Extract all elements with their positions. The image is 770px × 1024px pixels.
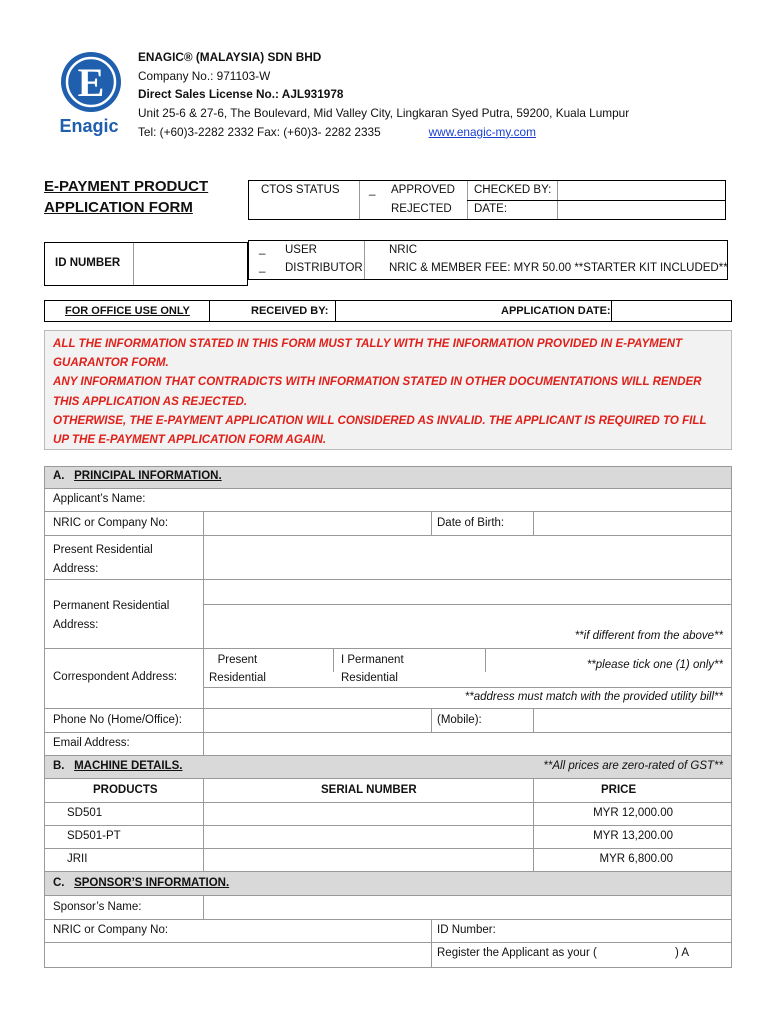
contact-line: [138, 123, 629, 142]
serial-number-field[interactable]: [204, 849, 532, 871]
id-number-box: [44, 242, 248, 286]
section-b-header: [45, 756, 731, 779]
nric-dob-row: [45, 512, 731, 536]
permanent-address-label: Permanent Residential Address:: [53, 600, 170, 631]
rejected-label: REJECTED: [391, 203, 452, 215]
tick-one-note: **please tick one (1) only**: [586, 659, 723, 671]
present-address-label: Present Residential Address:: [53, 544, 153, 575]
col-price: PRICE: [601, 784, 637, 796]
product-price: MYR 12,000.00: [593, 807, 673, 819]
machine-row-sd501: [45, 803, 731, 826]
section-b-title: MACHINE DETAILS.: [74, 760, 183, 772]
applicant-name-label: Applicant’s Name:: [53, 493, 146, 505]
user-label: USER: [285, 244, 317, 256]
section-c-header: [45, 872, 731, 896]
mobile-field[interactable]: [534, 709, 731, 732]
approved-checkbox[interactable]: _: [369, 184, 376, 196]
phone-label: Phone No (Home/Office):: [53, 714, 182, 726]
product-name: JRII: [67, 853, 88, 865]
warning-notice: [44, 330, 732, 450]
company-number: Company No.: 971103-W: [138, 68, 271, 83]
user-checkbox[interactable]: _: [259, 243, 266, 255]
company-name: ENAGIC® (MALAYSIA) SDN BHD: [138, 50, 322, 64]
utility-bill-note: **address must match with the provided utility bill**: [464, 691, 723, 703]
applicant-nric-field[interactable]: [204, 512, 429, 535]
option-permanent-residential[interactable]: I Permanent Residential: [341, 654, 404, 684]
form-title-line-1: E-PAYMENT PRODUCT: [44, 178, 209, 195]
correspondent-address-row: [45, 649, 731, 709]
product-price: MYR 13,200.00: [593, 830, 673, 842]
correspondent-label: Correspondent Address:: [53, 671, 178, 683]
website-link[interactable]: www.enagic-my.com: [428, 124, 536, 139]
permanent-address-field[interactable]: [204, 605, 731, 627]
company-info: [138, 48, 629, 142]
section-a-title: PRINCIPAL INFORMATION.: [74, 470, 222, 482]
application-form-table: [44, 466, 732, 968]
email-field[interactable]: [204, 733, 731, 755]
office-use-label: FOR OFFICE USE ONLY: [65, 305, 190, 317]
office-use-row: [44, 300, 732, 322]
serial-number-field[interactable]: [204, 826, 532, 848]
section-a-letter: A.: [53, 470, 65, 482]
gst-note: **All prices are zero-rated of GST**: [543, 760, 723, 772]
application-date-label: APPLICATION DATE:: [501, 305, 611, 317]
col-serial-number: SERIAL NUMBER: [321, 784, 417, 796]
member-fee-label: NRIC & MEMBER FEE: MYR 50.00 **STARTER KIT INCLUDED**: [389, 262, 728, 274]
sponsor-name-label: Sponsor’s Name:: [53, 901, 142, 913]
ctos-label: CTOS STATUS: [261, 184, 340, 196]
product-price: MYR 6,800.00: [599, 853, 673, 865]
enagic-logo: [52, 48, 130, 138]
form-title: [44, 176, 208, 218]
member-type-box: [248, 240, 728, 280]
svg-text:E: E: [77, 60, 105, 105]
svg-text:Enagic: Enagic: [59, 116, 119, 136]
form-title-line-2: APPLICATION FORM: [44, 199, 193, 216]
register-as-row: [45, 943, 731, 967]
warning-line-3: OTHERWISE, THE E-PAYMENT APPLICATION WILL CONSIDERED AS INVALID. THE APPLICANT IS REQUIRED TO FILL UP THE E-PAYMENT APPLICATION FORM AGAIN.: [53, 413, 707, 447]
serial-number-field[interactable]: [204, 803, 532, 825]
warning-line-2: ANY INFORMATION THAT CONTRADICTS WITH INFORMATION STATED IN OTHER DOCUMENTATIONS WILL RENDER THIS APPLICATION AS REJECTED.: [53, 375, 702, 408]
machine-row-sd501pt: [45, 826, 731, 849]
id-number-label: ID NUMBER: [55, 257, 121, 269]
mobile-label: (Mobile):: [437, 714, 482, 726]
machine-table-header: [45, 779, 731, 803]
machine-row-jrii: [45, 849, 731, 872]
approved-label: APPROVED: [391, 184, 455, 196]
ctos-status-box: [248, 180, 726, 220]
sponsor-nric-row: [45, 920, 731, 943]
checked-by-label: CHECKED BY:: [474, 184, 552, 196]
company-address: Unit 25-6 & 27-6, The Boulevard, Mid Valley City, Lingkaran Syed Putra, 59200, Kuala Lumpur: [138, 106, 630, 121]
permanent-address-row: [45, 580, 731, 631]
section-b-letter: B.: [53, 760, 65, 772]
received-by-label: RECEIVED BY:: [251, 305, 329, 317]
register-as-suffix: ) A: [675, 947, 690, 959]
phone-field[interactable]: [204, 709, 429, 732]
sponsor-nric-label: NRIC or Company No:: [53, 924, 169, 936]
product-name: SD501-PT: [67, 830, 121, 842]
sponsor-name-row: [45, 896, 731, 920]
sponsor-id-label: ID Number:: [437, 924, 496, 936]
register-as-label: Register the Applicant as your (: [437, 947, 597, 959]
contact-numbers: Tel: (+60)3-2282 2332 Fax: (+60)3- 2282 2335: [138, 124, 381, 139]
if-different-row: [45, 627, 731, 649]
nric-label: NRIC: [389, 244, 418, 256]
distributor-label: DISTRIBUTOR: [285, 262, 363, 274]
email-label: Email Address:: [53, 737, 130, 749]
email-row: [45, 733, 731, 756]
dob-field[interactable]: [534, 512, 731, 535]
section-c-title: SPONSOR’S INFORMATION.: [74, 877, 230, 889]
dob-label: Date of Birth:: [437, 517, 505, 529]
product-name: SD501: [67, 807, 103, 819]
date-label: DATE:: [474, 203, 508, 215]
section-c-letter: C.: [53, 877, 65, 889]
applicant-nric-label: NRIC or Company No:: [53, 517, 169, 529]
sponsor-name-field[interactable]: [204, 896, 731, 919]
if-different-note: **if different from the above**: [574, 630, 723, 642]
present-address-field[interactable]: [204, 536, 731, 579]
license-number: Direct Sales License No.: AJL931978: [138, 87, 344, 102]
option-present-residential[interactable]: Present Residential: [209, 654, 266, 684]
col-products: PRODUCTS: [93, 784, 158, 796]
warning-line-1: ALL THE INFORMATION STATED IN THIS FORM MUST TALLY WITH THE INFORMATION PROVIDED IN E-PAYMENT GUARANTOR FORM.: [53, 337, 683, 370]
section-a-header: [45, 467, 731, 489]
applicant-name-row: [45, 489, 731, 512]
present-address-row: [45, 536, 731, 580]
distributor-checkbox[interactable]: _: [259, 261, 266, 273]
phone-row: [45, 709, 731, 733]
